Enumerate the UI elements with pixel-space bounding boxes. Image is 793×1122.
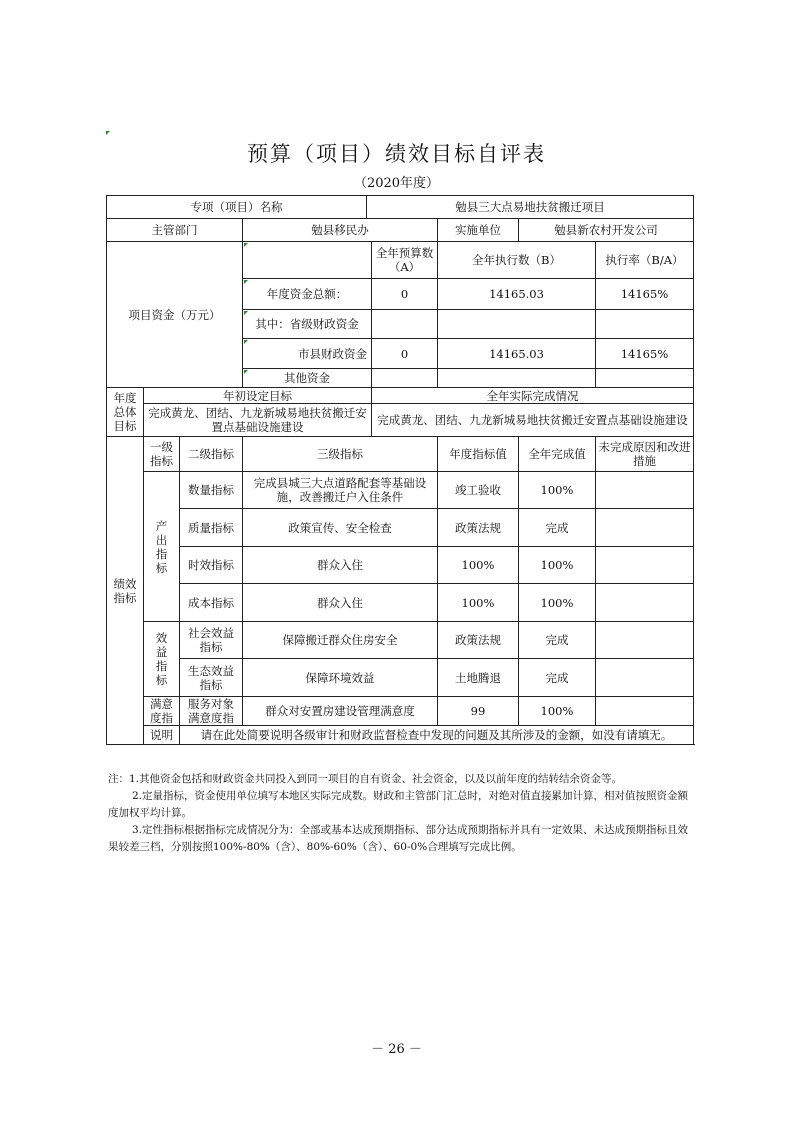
funds-row-budget — [372, 310, 438, 339]
funds-row-budget: 0 — [372, 339, 438, 369]
indicator-reason — [596, 472, 694, 509]
goals-header-row — [107, 388, 694, 404]
indicator-target: 99 — [438, 697, 519, 726]
indicator-l2: 社会效益指标 — [180, 622, 243, 659]
year-subtitle: （2020年度） — [353, 176, 440, 191]
project-name: 勉县三大点易地扶贫搬迁项目 — [367, 196, 694, 219]
evaluation-table — [106, 195, 694, 745]
department-row — [107, 219, 694, 242]
output-label: 产出指标 — [144, 472, 180, 622]
indicator-header-l3: 三级指标 — [243, 437, 438, 472]
indicator-header-l1: 一级指标 — [144, 437, 180, 472]
indicator-target: 竣工验收 — [438, 472, 519, 509]
dept-value: 勉县移民办 — [243, 219, 438, 242]
funds-corner-cell — [243, 242, 372, 279]
goals-label: 年度总体目标 — [107, 388, 144, 437]
indicator-header-l2: 二级指标 — [180, 437, 243, 472]
indicator-l3: 完成县城三大点道路配套等基础设施，改善搬迁户入住条件 — [243, 472, 438, 509]
note-label: 说明 — [144, 726, 180, 745]
funds-row-budget: 0 — [372, 279, 438, 310]
indicator-l2: 生态效益指标 — [180, 659, 243, 697]
indicator-header-row — [107, 437, 694, 472]
note-row — [107, 726, 694, 745]
funds-row-budget — [372, 369, 438, 388]
indicator-done: 完成 — [519, 509, 596, 547]
footnote: 2.定量指标，资金使用单位填写本地区实际完成数。财政和主管部门汇总时，对绝对值直接累加计算，相对值按照资金额度加权平均计算。 — [108, 790, 689, 819]
indicator-reason — [596, 584, 694, 622]
indicator-reason — [596, 659, 694, 697]
indicator-l3: 群众入住 — [243, 584, 438, 622]
funds-row-exec: 14165.03 — [438, 279, 596, 310]
indicator-l2: 时效指标 — [180, 547, 243, 584]
indicator-done: 100% — [519, 472, 596, 509]
indicator-done: 100% — [519, 584, 596, 622]
indicator-header-reason: 未完成原因和改进措施 — [596, 437, 694, 472]
funds-row-exec — [438, 369, 596, 388]
indicator-done: 完成 — [519, 622, 596, 659]
indicator-row — [107, 509, 694, 547]
goals-set-header: 年初设定目标 — [144, 388, 372, 404]
satisfaction-label: 满意度指 — [144, 697, 180, 726]
indicator-target: 土地腾退 — [438, 659, 519, 697]
indicator-target: 100% — [438, 584, 519, 622]
indicator-done: 完成 — [519, 659, 596, 697]
indicator-l2: 数量指标 — [180, 472, 243, 509]
corner-mark — [106, 131, 110, 135]
footnote: 3.定性指标根据指标完成情况分为：全部或基本达成预期指标、部分达成预期指标并具有一定效果、未达成预期指标且效果较差三档，分别按照100%-80%（含）、80%-60%（含）、60-0%合理填写完成比例。 — [108, 824, 689, 853]
impl-label: 实施单位 — [438, 219, 519, 242]
indicator-l3: 政策宣传、安全检查 — [243, 509, 438, 547]
page-number: － 26 － — [371, 1042, 422, 1057]
funds-row-name: 年度资金总额： — [243, 279, 372, 310]
indicator-target: 政策法规 — [438, 509, 519, 547]
funds-row-exec — [438, 310, 596, 339]
indicator-reason — [596, 547, 694, 584]
footnote: 注：1.其他资金包括和财政资金共同投入到同一项目的自有资金、社会资金，以及以前年度的结转结余资金等。 — [108, 773, 623, 785]
indicator-l2: 服务对象满意度指 — [180, 697, 243, 726]
indicator-row — [107, 659, 694, 697]
goals-done-header: 全年实际完成情况 — [372, 388, 694, 404]
goals-set-text: 完成黄龙、团结、九龙新城易地扶贫搬迁安置点基础设施建设 — [144, 404, 372, 437]
indicator-row — [107, 547, 694, 584]
indicator-row — [107, 472, 694, 509]
goals-done-text: 完成黄龙、团结、九龙新城易地扶贫搬迁安置点基础设施建设 — [372, 404, 694, 437]
funds-row-rate — [596, 310, 694, 339]
indicator-row — [107, 697, 694, 726]
funds-row-name: 其中：省级财政资金 — [243, 310, 372, 339]
indicator-l2: 质量指标 — [180, 509, 243, 547]
indicator-reason — [596, 697, 694, 726]
funds-label: 项目资金（万元） — [107, 242, 243, 388]
funds-row-name: 市县财政资金 — [243, 339, 372, 369]
footnotes — [108, 771, 696, 856]
indicator-l3: 群众入住 — [243, 547, 438, 584]
impl-value: 勉县新农村开发公司 — [519, 219, 694, 242]
indicator-target: 100% — [438, 547, 519, 584]
funds-header-rate: 执行率（B/A） — [596, 242, 694, 279]
note-text: 请在此处简要说明各级审计和财政监督检查中发现的问题及其所涉及的金额，如没有请填无。 — [180, 726, 694, 745]
indicator-reason — [596, 509, 694, 547]
indicator-l2: 成本指标 — [180, 584, 243, 622]
indicator-header-target: 年度指标值 — [438, 437, 519, 472]
project-row — [107, 196, 694, 219]
indicator-l3: 保障环境效益 — [243, 659, 438, 697]
funds-row-rate — [596, 369, 694, 388]
funds-row-rate: 14165% — [596, 339, 694, 369]
benefit-label: 效益指标 — [144, 622, 180, 697]
indicator-target: 政策法规 — [438, 622, 519, 659]
indicator-reason — [596, 622, 694, 659]
indicators-label: 绩效指标 — [107, 437, 144, 745]
goals-text-row — [107, 404, 694, 437]
indicator-done: 100% — [519, 547, 596, 584]
funds-row-name: 其他资金 — [243, 369, 372, 388]
indicator-l3: 群众对安置房建设管理满意度 — [243, 697, 438, 726]
indicator-header-done: 全年完成值 — [519, 437, 596, 472]
funds-header-row — [107, 242, 694, 279]
page-title: 预算（项目）绩效目标自评表 — [247, 142, 546, 166]
indicator-row — [107, 584, 694, 622]
project-label: 专项（项目）名称 — [107, 196, 367, 219]
dept-label: 主管部门 — [107, 219, 243, 242]
funds-header-budget: 全年预算数（A） — [372, 242, 438, 279]
funds-row-exec: 14165.03 — [438, 339, 596, 369]
indicator-done: 100% — [519, 697, 596, 726]
indicator-row — [107, 622, 694, 659]
indicator-l3: 保障搬迁群众住房安全 — [243, 622, 438, 659]
funds-header-exec: 全年执行数（B） — [438, 242, 596, 279]
funds-row-rate: 14165% — [596, 279, 694, 310]
